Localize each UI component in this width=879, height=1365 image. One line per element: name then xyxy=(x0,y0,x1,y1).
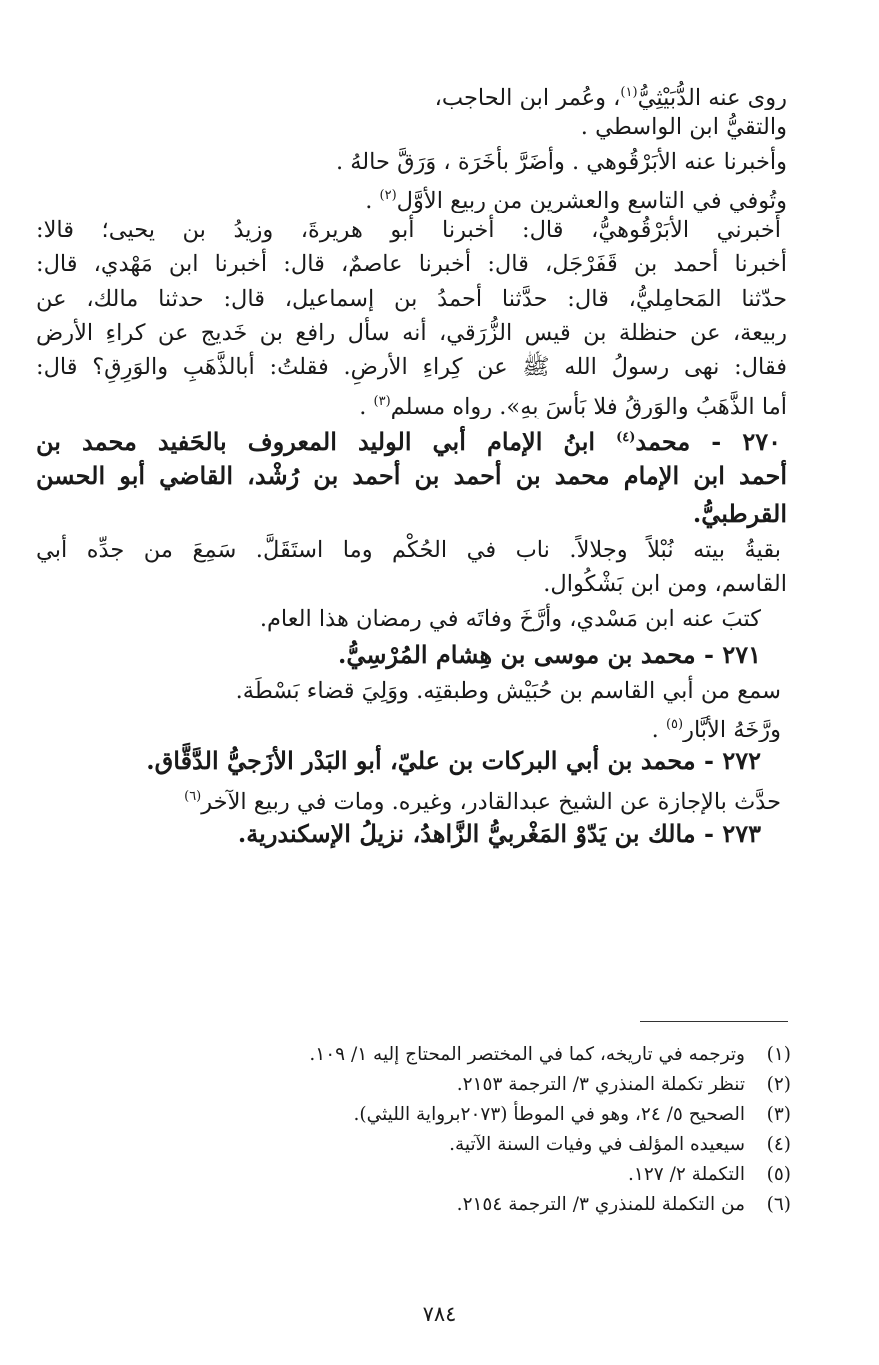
text-line: سمع من أبي القاسم بن حُبَيْش وطبقتِه. ووَلِيَ قضاء بَسْطَة. xyxy=(235,677,781,704)
footnote-item xyxy=(60,1190,791,1220)
footnote-text: التكملة ٢/ ١٢٧. xyxy=(628,1164,745,1185)
text-line: أخبرني الأبَرْقُوهيُّ، قال: أخبرنا أبو هريرةَ، وزيدُ بن يحيى؛ قالا: xyxy=(36,217,781,244)
entry-270-heading-cont: أحمد ابن الإمام محمد بن أحمد بن أحمد بن رُشْد، القاضي أبو الحسن xyxy=(36,460,787,490)
text-line: كتبَ عنه ابن مَسْدي، وأرَّخَ وفاتَه في رمضان هذا العام. xyxy=(259,605,761,632)
footnote-number: (٦) xyxy=(766,1194,791,1215)
entry-270-heading: ٢٧٠ - محمد$^{(٤)}$ ابنُ الإمام أبي الوليد المعروف بالحَفيد محمد بن xyxy=(36,426,782,456)
footnote-number: (١) xyxy=(766,1044,791,1065)
footnote-item xyxy=(60,1160,791,1190)
footnote-item xyxy=(60,1040,791,1070)
text-line: وتُوفي في التاسع والعشرين من ربيع الأوَّل$^{(٢)}$ . xyxy=(365,187,787,214)
footnote-text: من التكملة للمنذري ٣/ الترجمة ٢١٥٤. xyxy=(456,1194,745,1215)
text-line: القاسم، ومن ابن بَشْكُوال. xyxy=(543,571,787,598)
footnote-number: (٢) xyxy=(766,1074,791,1095)
footnote-ref[interactable]: (٥) xyxy=(665,717,684,733)
text-line: ورَّخَهُ الأبَّار$^{(٥)}$ . xyxy=(651,717,781,743)
text-line: ربيعة، عن حنظلة بن قيس الزُّرَقي، أنه سأل رافع بن خَديج عن كراءِ الأرض xyxy=(36,320,787,347)
footnote-text: سيعيده المؤلف في وفيات السنة الآتية. xyxy=(449,1134,745,1155)
footnote-ref[interactable]: (٣) xyxy=(373,393,391,409)
footnote-item xyxy=(60,1100,791,1130)
entry-271-heading: ٢٧١ - محمد بن موسى بن هِشام المُرْسِيُّ. xyxy=(337,639,761,669)
text-line: بقيةُ بيته نُبْلاً وجلالاً. ناب في الحُكْم وما استَقَلَّ. سَمِعَ من جدِّه أبي xyxy=(36,536,781,563)
footnote-text: الصحيح ٥/ ٢٤، وهو في الموطأ (٢٠٧٣برواية الليثي). xyxy=(353,1104,745,1125)
text-line: والتقيُّ ابن الواسطي . xyxy=(580,114,787,141)
footnote-number: (٣) xyxy=(766,1104,791,1125)
entry-273-heading: ٢٧٣ - مالك بن يَدّوْ المَغْربيُّ الزَّاهدُ، نزيلُ الإسكندرية. xyxy=(237,818,761,848)
text-line: فقال: نهى رسولُ الله ﷺ عن كِراءِ الأرضِ. فقلتُ: أبالذَّهَبِ والوَرِقِ؟ قال: xyxy=(36,354,787,381)
footnote-text: تنظر تكملة المنذري ٣/ الترجمة ٢١٥٣. xyxy=(456,1074,745,1095)
text-line: روى عنه الدُّبَيْثِيُّ$^{(١)}$، وعُمر ابن الحاجب، xyxy=(434,85,787,111)
footnote-item xyxy=(60,1070,791,1100)
text-line: أخبرنا أحمد بن قَفَرْجَل، قال: أخبرنا عاصمٌ، قال: أخبرنا ابن مَهْدي، قال: xyxy=(36,251,787,278)
footnote-ref[interactable]: (١) xyxy=(620,85,638,100)
footnotes xyxy=(60,1040,791,1220)
footnote-separator xyxy=(640,1021,788,1022)
footnote-number: (٤) xyxy=(766,1134,791,1155)
main-text xyxy=(36,76,787,853)
text-line: حدَّث بالإجازة عن الشيخ عبدالقادر، وغيره. ومات في ربيع الآخر$^{(٦)}$ xyxy=(184,789,781,815)
footnote-ref[interactable]: (٢) xyxy=(379,187,397,203)
page-number: ٧٨٤ xyxy=(422,1302,457,1326)
footnote-text: وترجمه في تاريخه، كما في المختصر المحتاج إليه ١/ ١٠٩. xyxy=(309,1044,745,1065)
footnote-number: (٥) xyxy=(766,1164,791,1185)
footnote-ref[interactable]: (٦) xyxy=(184,789,202,805)
footnote-ref[interactable]: (٤) xyxy=(616,429,636,445)
footnote-item xyxy=(60,1130,791,1160)
entry-272-heading: ٢٧٢ - محمد بن أبي البركات بن عليّ، أبو البَدْر الأزَجيُّ الدَّقَّاق. xyxy=(146,746,761,776)
text-line: حدّثنا المَحامِليُّ، قال: حدَّثنا أحمدُ بن إسماعيل، قال: حدثنا مالك، عن xyxy=(36,285,787,312)
text-line: أما الذَّهَبُ والوَرِقُ فلا بَأسَ بِهِ». رواه مسلم$^{(٣)}$ . xyxy=(359,393,787,419)
entry-270-heading-end: القرطبيُّ. xyxy=(692,498,787,528)
text-line: وأخبرنا عنه الأبَرْقُوهي . وأضَرَّ بأخَرَة ، وَرَقَّ حالهُ . xyxy=(335,148,787,175)
